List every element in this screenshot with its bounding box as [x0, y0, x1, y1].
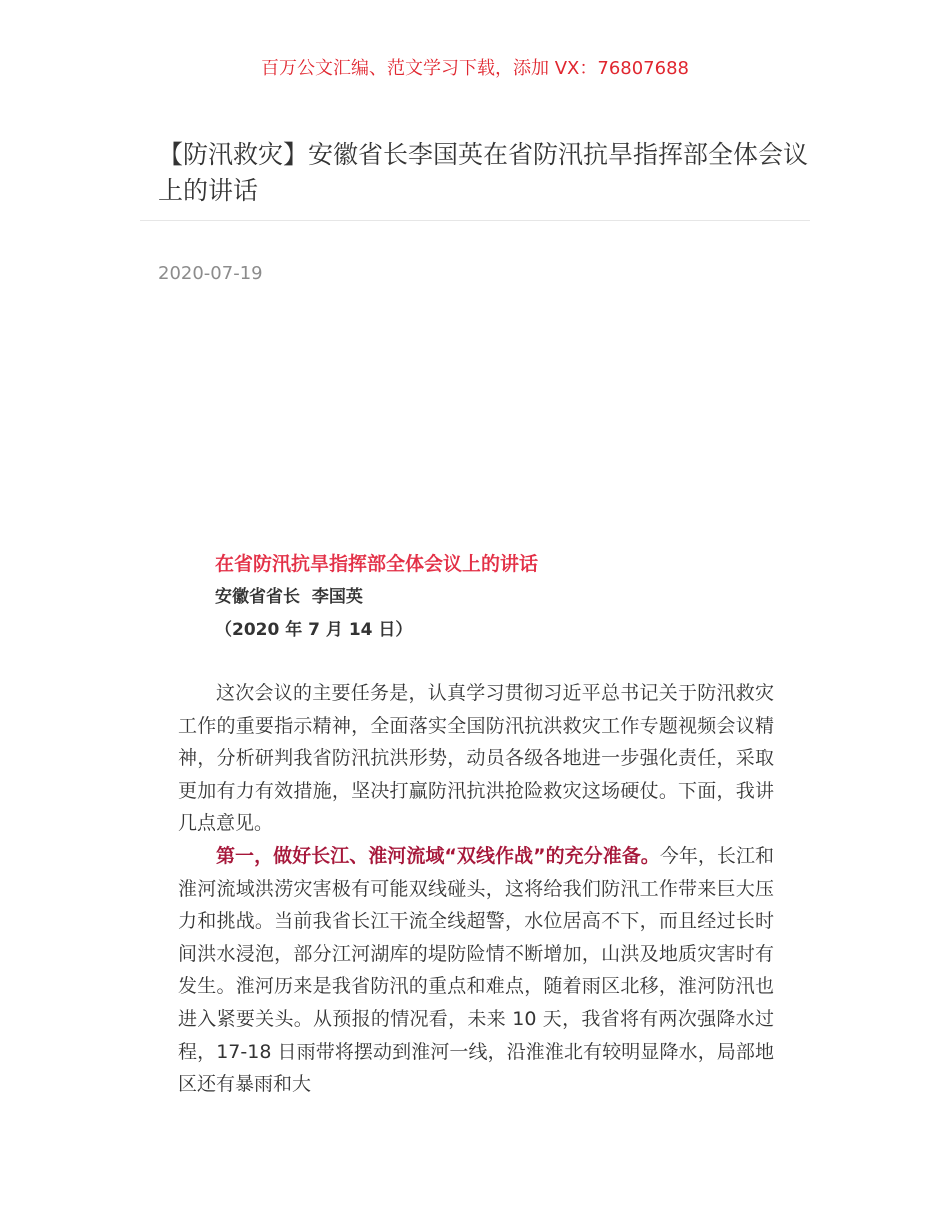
body-paragraph-2	[178, 840, 774, 1101]
speech-date: （2020 年 7 月 14 日）	[215, 620, 413, 640]
paragraph-lead-heading: 第一，做好长江、淮河流域“双线作战”的充分准备。	[216, 845, 660, 867]
paragraph-text: 这次会议的主要任务是，认真学习贯彻习近平总书记关于防汛救灾工作的重要指示精神，全面落实全国防汛抗洪救灾工作专题视频会议精神，分析研判我省防汛抗洪形势，动员各级各地进一步强化责任，采取更加有力有效措施，坚决打赢防汛抗洪抢险救灾这场硬仗。下面，我讲几点意见。	[178, 682, 774, 835]
paragraph-text: 今年，长江和淮河流域洪涝灾害极有可能双线碰头，这将给我们防汛工作带来巨大压力和挑战。当前我省长江干流全线超警，水位居高不下，而且经过长时间洪水浸泡，部分江河湖库的堤防险情不断增加，山洪及地质灾害时有发生。淮河历来是我省防汛的重点和难点，随着雨区北移，淮河防汛也进入紧要关头。从预报的情况看，未来 10 天，我省将有两次强降水过程，17-18 日雨带将摆动到淮河一线，沿淮淮北有较明显降水，局部地区还有暴雨和大	[178, 845, 774, 1096]
title-divider	[140, 220, 810, 221]
speaker-line: 安徽省省长 李国英	[215, 587, 363, 607]
header-banner: 百万公文汇编、范文学习下载，添加 VX：76807688	[261, 58, 689, 79]
speech-title: 在省防汛抗旱指挥部全体会议上的讲话	[215, 553, 539, 575]
publish-date: 2020-07-19	[158, 263, 263, 284]
article-title: 【防汛救灾】安徽省长李国英在省防汛抗旱指挥部全体会议上的讲话	[158, 140, 809, 205]
body-paragraph-1	[178, 677, 774, 840]
